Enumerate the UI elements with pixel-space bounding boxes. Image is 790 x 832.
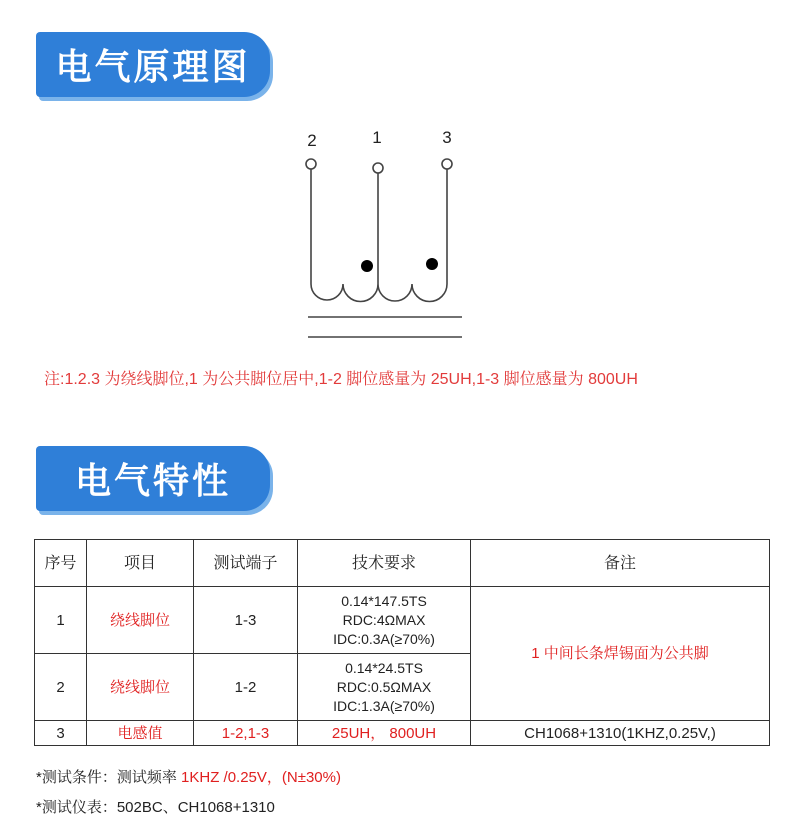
circuit-schematic (290, 118, 480, 350)
test-conditions (36, 766, 341, 787)
table-header-row (35, 540, 770, 587)
row-requirement (298, 587, 471, 654)
row-no: 2 (35, 654, 87, 721)
row-requirement: 25UH， 800UH (298, 721, 471, 746)
req-wire: 0.14*147.5TS (341, 592, 427, 609)
winding-coil (311, 169, 447, 302)
test-instruments: *测试仪表：502BC、CH1068+1310 (36, 799, 275, 816)
row-remark: CH1068+1310(1KHZ,0.25V,) (471, 721, 770, 746)
row-terminal: 1-2 (194, 654, 298, 721)
req-rdc: RDC:0.5ΩMAX (336, 678, 432, 695)
row-no: 1 (35, 587, 87, 654)
pin-terminal-3 (442, 159, 452, 169)
pin-terminal-1 (373, 163, 383, 173)
pin-label-1: 1 (372, 128, 382, 147)
pin-label-2: 2 (307, 131, 317, 150)
row-item: 绕线脚位 (87, 587, 194, 654)
row-terminal: 1-3 (194, 587, 298, 654)
schematic-note: 注:1.2.3 为绕线脚位,1 为公共脚位居中,1-2 脚位感量为 25UH,1-3 脚位感量为 800UH (44, 371, 638, 388)
table-row (35, 587, 770, 654)
row-no: 3 (35, 721, 87, 746)
header-no: 序号 (35, 540, 87, 587)
schematic-section-title: 电气原理图 (36, 32, 270, 97)
row-item: 绕线脚位 (87, 654, 194, 721)
polarity-dot-1-2 (361, 260, 373, 272)
row-terminal: 1-2,1-3 (194, 721, 298, 746)
req-rdc: RDC:4ΩMAX (342, 611, 426, 628)
row-item: 电感值 (87, 721, 194, 746)
req-idc: IDC:1.3A(≥70%) (333, 697, 435, 714)
polarity-dot-1-3 (426, 258, 438, 270)
pin-terminal-2 (306, 159, 316, 169)
pin-label-3: 3 (442, 128, 452, 147)
test-conditions-value: 1KHZ /0.25V，(N±30%) (181, 769, 341, 786)
test-conditions-label: *测试条件：测试频率 (36, 769, 182, 786)
merged-remark: 1 中间长条焊锡面为公共脚 (471, 587, 770, 721)
row-requirement (298, 654, 471, 721)
specs-section-title: 电气特性 (36, 446, 270, 511)
req-wire: 0.14*24.5TS (345, 659, 423, 676)
header-remark: 备注 (471, 540, 770, 587)
electrical-spec-table (34, 539, 770, 746)
header-terminal: 测试端子 (194, 540, 298, 587)
table-row (35, 721, 770, 746)
header-item: 项目 (87, 540, 194, 587)
header-requirement: 技术要求 (298, 540, 471, 587)
req-idc: IDC:0.3A(≥70%) (333, 630, 435, 647)
